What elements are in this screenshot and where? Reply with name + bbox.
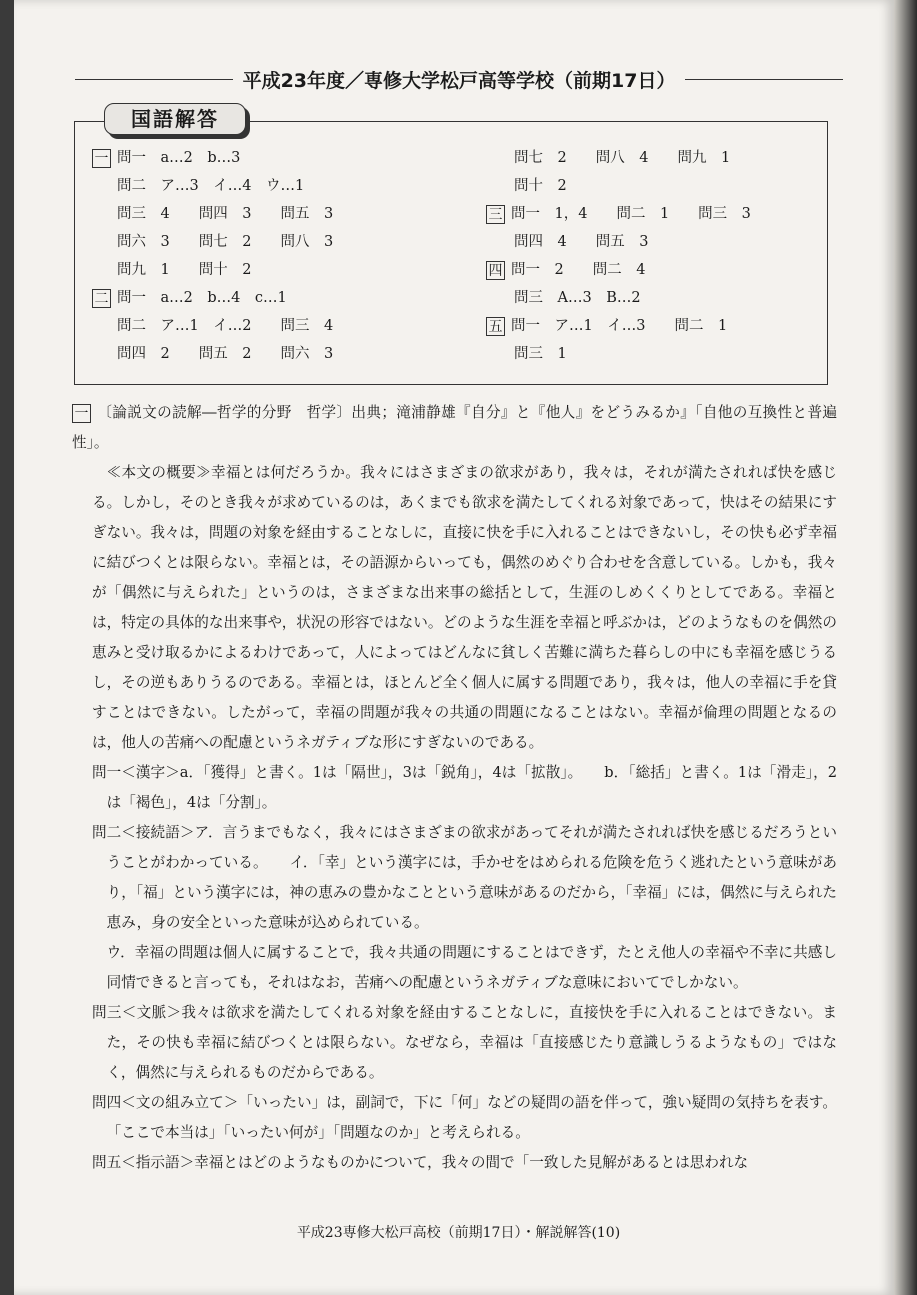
summary-paragraph: ≪本文の概要≫幸福とは何だろうか。我々にはさまざまの欲求があり，我々は，それが満たされれば快を感じる。しかし，そのとき我々が求めているのは，あくまでも欲求を満たしてくれる対象であって，快はその結果にすぎない。我々は，問題の対象を経由することなしに，直接に快を手に入れることはできないし，その快も必ず幸福に結びつくとは限らない。幸福とは，その語源からいっても，偶然のめぐり合わせを含意している。しかも，我々が「偶然に与えられた」というのは，さまざまな出来事の総括として，生涯のしめくくりとしてである。幸福とは，特定の具体的な出来事や，状況の形容ではない。どのような生涯を幸福と呼ぶかは，どのようなものを偶然の恵みと受け取るかによるわけであって，人によってはどんなに貧しく苦難に満ちた暮らしの中にも幸福を感じうるし，その逆もありうるのである。幸福とは，ほとんど全く個人に属する問題であり，我々は，他人の幸福に手を貸すことはできない。したがって，幸福の問題が我々の共通の問題になることはない。幸福が倫理の問題となるのは，他人の苦痛への配慮というネガティブな形にすぎないのである。 (92, 464, 837, 751)
section-number: 三 (486, 205, 505, 224)
explanation-q3: 問三＜文脈＞我々は欲求を満たしてくれる対象を経由することなしに，直接快を手に入れることはできない。また，その快も幸福に結びつくとは限らない。なぜなら，幸福は「直接感じたり意識しうるようなもの」ではなく，偶然に与えられるものだからである。 (92, 1004, 837, 1081)
answer-row: 一 問一 a…2 b…3 (92, 148, 240, 168)
section-number: 一 (92, 149, 111, 168)
answer-row: 問四 4 問五 3 (514, 234, 649, 250)
page-header (75, 62, 843, 96)
page-title: 平成23年度／専修大学松戸高等学校（前期17日） (242, 69, 676, 92)
answer-row: 問七 2 問八 4 問九 1 (514, 150, 731, 166)
explanation-q5: 問五＜指示語＞幸福とはどのようなものかについて，我々の間で「一致した見解があるとは思われな (92, 1154, 749, 1171)
answer-row: 問四 2 問五 2 問六 3 (117, 346, 334, 362)
answer-row: 問六 3 問七 2 問八 3 (117, 234, 334, 250)
answer-row: 五 問一 ア…1 イ…3 問二 1 (486, 316, 727, 336)
commentary-body (72, 398, 837, 1178)
answer-row: 問九 1 問十 2 (117, 262, 252, 278)
explanation-q2: 問二＜接続語＞ア．言うまでもなく，我々にはさまざまの欲求があってそれが満たされれば快を感じるだろうということがわかっている。 イ．「幸」という漢字には，手かせをはめられる危険を危うく逃れたという意味があり，「福」という漢字には，神の恵みの豊かなことという意味があるのだから，「幸福」には，偶然に与えられた恵み，身の安全といった意味が込められている。 (92, 824, 837, 931)
answer-row: 問二 ア…3 イ…4 ウ…1 (117, 178, 305, 194)
answer-box-tab: 国語解答 (104, 103, 246, 135)
explanation-q4: 問四＜文の組み立て＞「いったい」は，副詞で，下に「何」などの疑問の語を伴って，強い疑問の気持ちを表す。「ここで本当は」「いったい何が」「問題なのか」と考えられる。 (92, 1094, 837, 1141)
source-note: 一 〔論説文の読解―哲学的分野 哲学〕出典；滝浦静雄『自分』と『他人』をどうみるか』「自他の互換性と普遍性」。 (72, 404, 837, 451)
section-number: 四 (486, 261, 505, 280)
book-edge (894, 0, 917, 1295)
answer-row: 問三 A…3 B…2 (514, 290, 641, 306)
section-number: 二 (92, 289, 111, 308)
page-footer: 平成23専修大松戸高校（前期17日）・解説解答(10) (296, 1225, 621, 1241)
answer-row: 問三 1 (514, 346, 567, 362)
answer-row: 三 問一 1，4 問二 1 問三 3 (486, 204, 751, 224)
answer-row: 二 問一 a…2 b…4 c…1 (92, 288, 287, 308)
answer-row: 問三 4 問四 3 問五 3 (117, 206, 334, 222)
section-number: 五 (486, 317, 505, 336)
header-rule-left (75, 79, 233, 80)
explanation-q1: 問一＜漢字＞a．「獲得」と書く。1は「隔世」，3は「鋭角」，4は「拡散」。 b．「総括」と書く。1は「滑走」，2は「褐色」，4は「分割」。 (92, 764, 837, 811)
header-rule-right (685, 79, 843, 80)
section-number: 一 (72, 404, 91, 423)
answer-row: 問二 ア…1 イ…2 問三 4 (117, 318, 334, 334)
explanation-q2-c: ウ．幸福の問題は個人に属することで，我々共通の問題にすることはできず，たとえ他人の幸福や不幸に共感し同情できると言っても，それはなお，苦痛への配慮というネガティブな意味においてでしかない。 (106, 944, 837, 991)
answer-row: 問十 2 (514, 178, 567, 194)
answer-row: 四 問一 2 問二 4 (486, 260, 645, 280)
